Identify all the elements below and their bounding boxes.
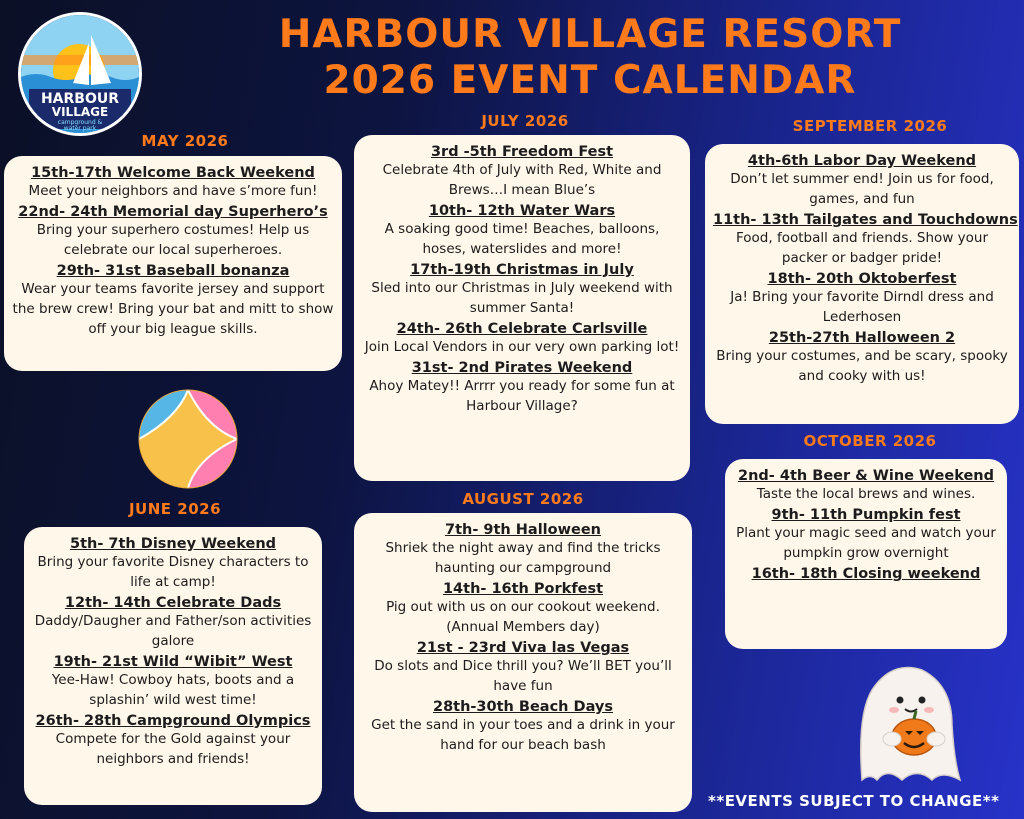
event-desc: A soaking good time! Beaches, balloons, hoses, waterslides and more!: [384, 221, 660, 257]
disclaimer-note: **EVENTS SUBJECT TO CHANGE**: [708, 792, 1000, 810]
event-desc: Do slots and Dice thrill you? We’ll BET you’ll have fun: [374, 658, 672, 694]
event-desc: Bring your costumes, and be scary, spooky and cooky with us!: [716, 348, 1008, 384]
event-desc: Celebrate 4th of July with Red, White and Brews…I mean Blue’s: [382, 162, 662, 198]
event-title: 7th- 9th Halloween: [444, 522, 601, 538]
event-desc: Meet your neighbors and have s’more fun!: [28, 183, 318, 199]
event-desc: Daddy/Daugher and Father/son activities galore: [34, 613, 312, 649]
event-title: 21st - 23rd Viva las Vegas: [416, 640, 630, 656]
event-desc: Food, football and friends. Show your packer or badger pride!: [735, 230, 989, 266]
event-title: 15th-17th Welcome Back Weekend: [31, 165, 315, 181]
event-desc: Get the sand in your toes and a drink in your hand for our beach bash: [371, 717, 675, 753]
event-desc: Ahoy Matey!! Arrrr you ready for some fun at Harbour Village?: [369, 378, 675, 414]
logo-line2: VILLAGE: [51, 105, 109, 119]
beach-ball-icon: [137, 388, 239, 490]
ghost-pumpkin-icon: [842, 655, 972, 785]
resort-logo: [18, 12, 142, 136]
event-title: 28th-30th Beach Days: [432, 699, 614, 715]
event-title: 22nd- 24th Memorial day Superhero’s: [18, 204, 328, 220]
month-label-june: JUNE 2026: [128, 500, 222, 518]
event-title: 19th- 21st Wild “Wibit” West: [53, 654, 293, 670]
event-title: 11th- 13th Tailgates and Touchdowns: [713, 212, 1018, 228]
event-desc: Pig out with us on our cookout weekend. (Annual Members day): [386, 599, 660, 635]
month-label-july: JULY 2026: [481, 112, 569, 130]
event-title: 5th- 7th Disney Weekend: [69, 536, 277, 552]
logo-line3: campground &: [57, 119, 103, 126]
event-title: 26th- 28th Campground Olympics: [35, 713, 311, 729]
event-title: 2nd- 4th Beer & Wine Weekend: [738, 468, 994, 484]
event-title: 10th- 12th Water Wars: [428, 203, 616, 219]
event-title: 29th- 31st Baseball bonanza: [56, 263, 290, 279]
event-desc: Ja! Bring your favorite Dirndl dress and Lederhosen: [730, 289, 994, 325]
event-desc: Sled into our Christmas in July weekend with summer Santa!: [371, 280, 673, 316]
event-title: 3rd -5th Freedom Fest: [430, 144, 614, 160]
event-title: 9th- 11th Pumpkin fest: [771, 507, 961, 523]
event-desc: Bring your favorite Disney characters to life at camp!: [37, 554, 309, 590]
event-desc: Yee-Haw! Cowboy hats, boots and a splashin’ wild west time!: [51, 672, 295, 708]
card-july: [354, 135, 690, 481]
event-desc: Compete for the Gold against your neighbors and friends!: [55, 731, 291, 767]
event-title: 12th- 14th Celebrate Dads: [64, 595, 282, 611]
card-september: [705, 144, 1019, 424]
event-title: 25th-27th Halloween 2: [768, 330, 956, 346]
event-title: 14th- 16th Porkfest: [442, 581, 604, 597]
event-title: 16th- 18th Closing weekend: [751, 566, 981, 582]
month-label-august: AUGUST 2026: [462, 490, 584, 508]
event-title: 4th-6th Labor Day Weekend: [747, 153, 977, 169]
month-label-september: SEPTEMBER 2026: [792, 117, 948, 135]
logo-line4: water park: [63, 125, 97, 132]
month-label-october: OCTOBER 2026: [803, 432, 937, 450]
event-title: 17th-19th Christmas in July: [410, 262, 634, 278]
event-desc: Bring your superhero costumes! Help us celebrate our local superheroes.: [36, 222, 310, 258]
event-desc: Wear your teams favorite jersey and support the brew crew! Bring your bat and mitt to show off your big league skills.: [12, 281, 334, 337]
event-desc: Don’t let summer end! Join us for food, games, and fun: [730, 171, 994, 207]
event-desc: Taste the local brews and wines.: [756, 486, 976, 502]
month-label-may: MAY 2026: [141, 132, 229, 150]
event-desc: Plant your magic seed and watch your pumpkin grow overnight: [736, 525, 996, 561]
card-may: [4, 156, 342, 371]
card-august: [354, 513, 692, 812]
event-desc: Shriek the night away and find the tricks haunting our campground: [385, 540, 661, 576]
logo-line1: HARBOUR: [40, 91, 120, 107]
event-title: 31st- 2nd Pirates Weekend: [411, 360, 633, 376]
event-title: 18th- 20th Oktoberfest: [767, 271, 957, 287]
logo-graphic: [21, 15, 139, 133]
title-line-2: 2026 EVENT CALENDAR: [323, 58, 857, 103]
card-october: [725, 459, 1007, 649]
card-june: [24, 527, 322, 805]
title-line-1: HARBOUR VILLAGE RESORT: [278, 12, 902, 57]
event-desc: Join Local Vendors in our very own parking lot!: [364, 339, 680, 355]
event-title: 24th- 26th Celebrate Carlsville: [396, 321, 648, 337]
